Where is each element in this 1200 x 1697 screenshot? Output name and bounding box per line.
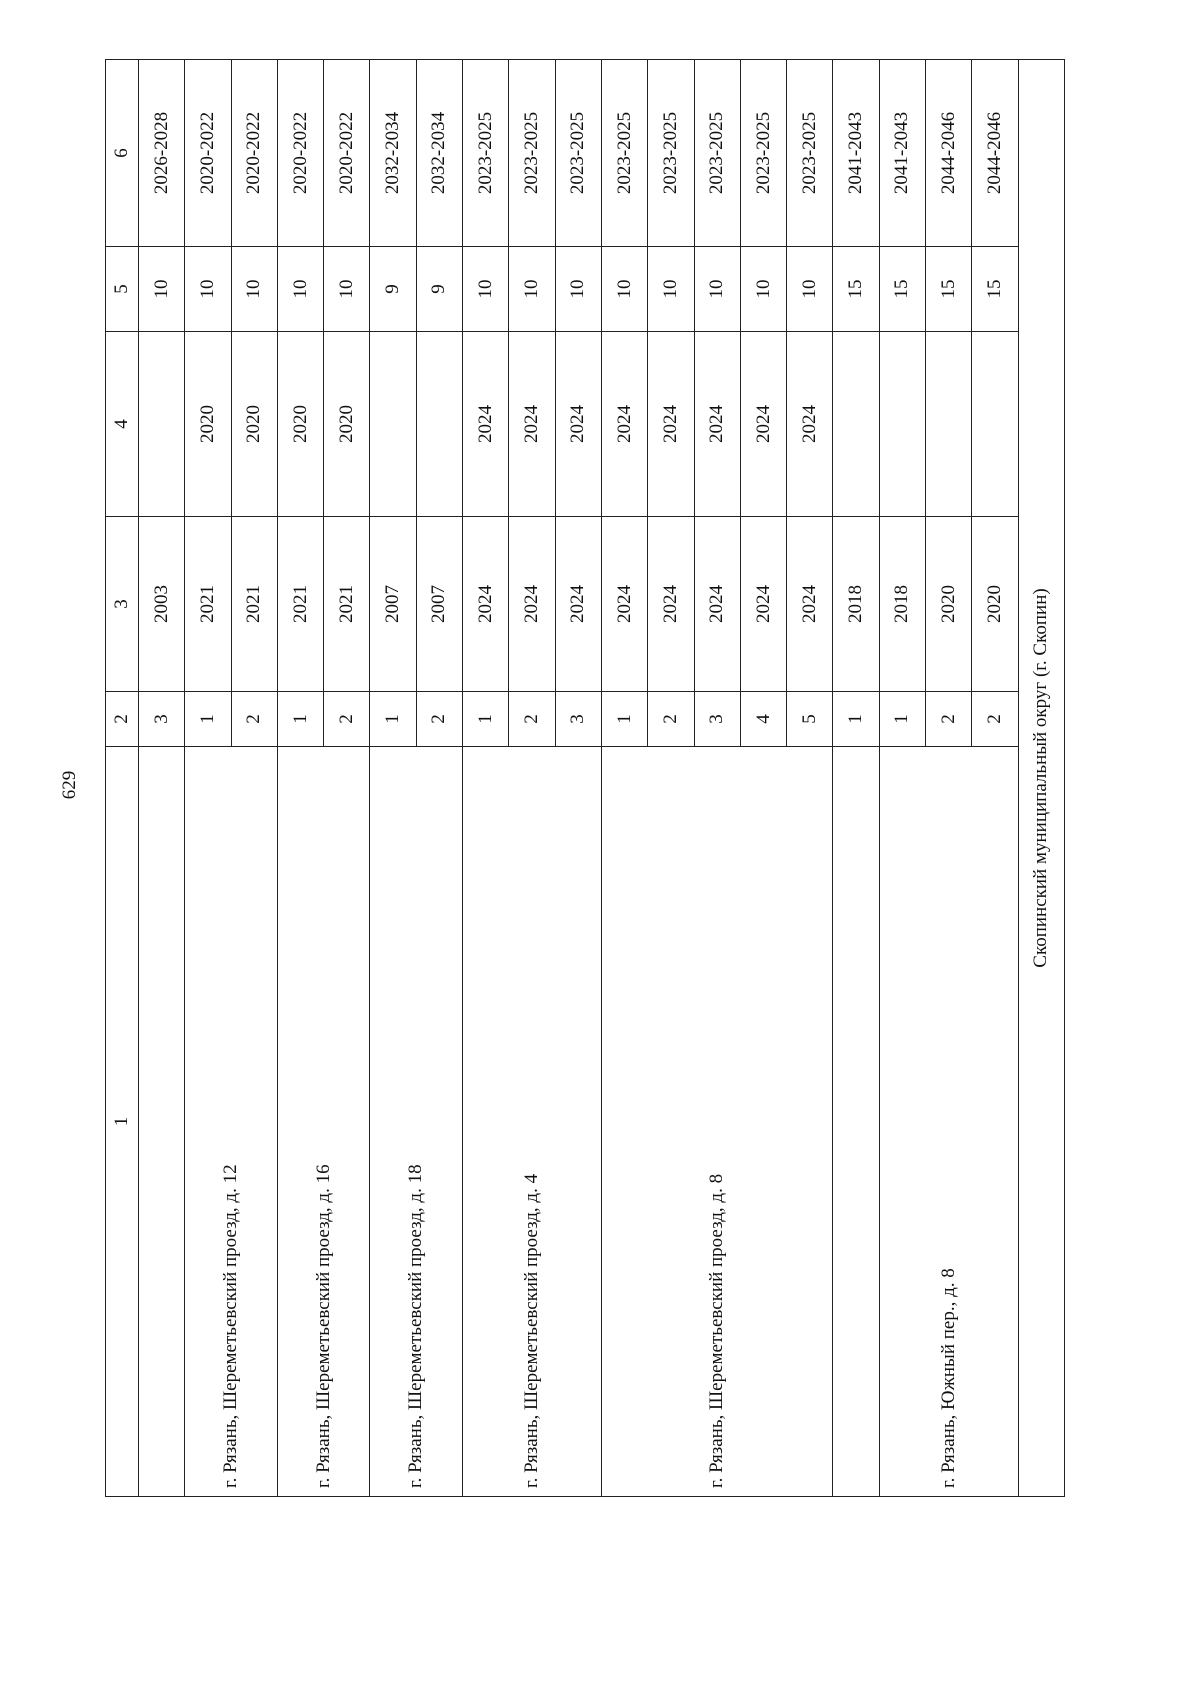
life-cell: 15 (926, 247, 972, 332)
repair-year-cell (416, 332, 462, 517)
year-cell: 2024 (787, 517, 833, 692)
header-cell: 3 (106, 517, 139, 692)
period-cell: 2044-2046 (972, 60, 1018, 247)
repair-year-cell: 2024 (601, 332, 647, 517)
life-cell: 9 (370, 247, 416, 332)
rotated-table-container (105, 60, 1065, 1497)
address-cell (139, 747, 185, 1497)
elevator-number-cell: 4 (740, 692, 786, 747)
table-row (601, 60, 647, 1497)
year-cell: 2003 (139, 517, 185, 692)
header-cell: 6 (106, 60, 139, 247)
header-cell: 2 (106, 692, 139, 747)
life-cell: 10 (324, 247, 370, 332)
repair-year-cell: 2024 (694, 332, 740, 517)
year-cell: 2024 (463, 517, 509, 692)
address-cell: г. Рязань, Южный пер., д. 8 (879, 747, 1018, 1497)
period-cell: 2023-2025 (740, 60, 786, 247)
repair-year-cell: 2024 (648, 332, 694, 517)
life-cell: 10 (277, 247, 323, 332)
elevator-number-cell: 3 (139, 692, 185, 747)
repair-year-cell (972, 332, 1018, 517)
address-cell: г. Рязань, Шереметьевский проезд, д. 16 (277, 747, 370, 1497)
life-cell: 10 (694, 247, 740, 332)
period-cell: 2023-2025 (694, 60, 740, 247)
repair-year-cell (926, 332, 972, 517)
repair-year-cell: 2024 (787, 332, 833, 517)
period-cell: 2020-2022 (185, 60, 231, 247)
year-cell: 2021 (185, 517, 231, 692)
year-cell: 2021 (324, 517, 370, 692)
header-cell: 4 (106, 332, 139, 517)
repair-year-cell (833, 332, 879, 517)
life-cell: 15 (972, 247, 1018, 332)
period-cell: 2023-2025 (555, 60, 601, 247)
year-cell: 2024 (648, 517, 694, 692)
repair-year-cell: 2020 (231, 332, 277, 517)
period-cell: 2041-2043 (833, 60, 879, 247)
life-cell: 15 (833, 247, 879, 332)
life-cell: 10 (185, 247, 231, 332)
elevator-number-cell: 1 (833, 692, 879, 747)
elevator-number-cell: 1 (601, 692, 647, 747)
year-cell: 2020 (926, 517, 972, 692)
period-cell: 2041-2043 (879, 60, 925, 247)
repair-year-cell: 2020 (324, 332, 370, 517)
repair-year-cell (370, 332, 416, 517)
year-cell: 2007 (416, 517, 462, 692)
year-cell: 2021 (231, 517, 277, 692)
page-number: 629 (59, 770, 80, 800)
repair-year-cell: 2020 (277, 332, 323, 517)
period-cell: 2023-2025 (648, 60, 694, 247)
year-cell: 2018 (879, 517, 925, 692)
life-cell: 10 (648, 247, 694, 332)
table-row (139, 60, 185, 1497)
address-cell: г. Рязань, Шереметьевский проезд, д. 4 (463, 747, 602, 1497)
period-cell: 2023-2025 (787, 60, 833, 247)
elevator-number-cell: 1 (277, 692, 323, 747)
life-cell: 9 (416, 247, 462, 332)
year-cell: 2024 (601, 517, 647, 692)
elevator-number-cell: 2 (926, 692, 972, 747)
repair-year-cell: 2024 (509, 332, 555, 517)
elevator-number-cell: 3 (694, 692, 740, 747)
year-cell: 2024 (555, 517, 601, 692)
period-cell: 2032-2034 (370, 60, 416, 247)
year-cell: 2007 (370, 517, 416, 692)
repair-year-cell: 2024 (463, 332, 509, 517)
period-cell: 2020-2022 (277, 60, 323, 247)
period-cell: 2044-2046 (926, 60, 972, 247)
period-cell: 2023-2025 (509, 60, 555, 247)
year-cell: 2024 (740, 517, 786, 692)
period-cell: 2026-2028 (139, 60, 185, 247)
repair-year-cell: 2024 (555, 332, 601, 517)
elevator-number-cell: 1 (185, 692, 231, 747)
section-row (1018, 60, 1064, 1497)
elevator-number-cell: 2 (509, 692, 555, 747)
life-cell: 10 (509, 247, 555, 332)
life-cell: 10 (463, 247, 509, 332)
life-cell: 10 (740, 247, 786, 332)
elevator-number-cell: 2 (416, 692, 462, 747)
header-cell: 1 (106, 747, 139, 1497)
elevator-number-cell: 1 (879, 692, 925, 747)
repair-year-cell (139, 332, 185, 517)
repair-year-cell (879, 332, 925, 517)
life-cell: 10 (139, 247, 185, 332)
year-cell: 2018 (833, 517, 879, 692)
life-cell: 10 (601, 247, 647, 332)
elevator-number-cell: 1 (463, 692, 509, 747)
elevator-schedule-table (105, 59, 1065, 1497)
period-cell: 2032-2034 (416, 60, 462, 247)
table-row (277, 60, 323, 1497)
table-row (370, 60, 416, 1497)
elevator-number-cell: 1 (370, 692, 416, 747)
address-cell (833, 747, 879, 1497)
elevator-number-cell: 2 (231, 692, 277, 747)
address-cell: г. Рязань, Шереметьевский проезд, д. 18 (370, 747, 463, 1497)
period-cell: 2023-2025 (463, 60, 509, 247)
elevator-number-cell: 2 (972, 692, 1018, 747)
life-cell: 10 (555, 247, 601, 332)
life-cell: 15 (879, 247, 925, 332)
table-row (833, 60, 879, 1497)
table-row (185, 60, 231, 1497)
header-row (106, 60, 139, 1497)
section-title: Скопинский муниципальный округ (г. Скопин) (1018, 60, 1064, 1497)
year-cell: 2024 (509, 517, 555, 692)
address-cell: г. Рязань, Шереметьевский проезд, д. 8 (601, 747, 832, 1497)
year-cell: 2024 (694, 517, 740, 692)
life-cell: 10 (787, 247, 833, 332)
elevator-number-cell: 3 (555, 692, 601, 747)
life-cell: 10 (231, 247, 277, 332)
year-cell: 2021 (277, 517, 323, 692)
period-cell: 2020-2022 (324, 60, 370, 247)
year-cell: 2020 (972, 517, 1018, 692)
header-cell: 5 (106, 247, 139, 332)
address-cell: г. Рязань, Шереметьевский проезд, д. 12 (185, 747, 278, 1497)
repair-year-cell: 2024 (740, 332, 786, 517)
period-cell: 2020-2022 (231, 60, 277, 247)
elevator-number-cell: 2 (648, 692, 694, 747)
repair-year-cell: 2020 (185, 332, 231, 517)
table-row (463, 60, 509, 1497)
elevator-number-cell: 5 (787, 692, 833, 747)
period-cell: 2023-2025 (601, 60, 647, 247)
table-row (879, 60, 925, 1497)
elevator-number-cell: 2 (324, 692, 370, 747)
